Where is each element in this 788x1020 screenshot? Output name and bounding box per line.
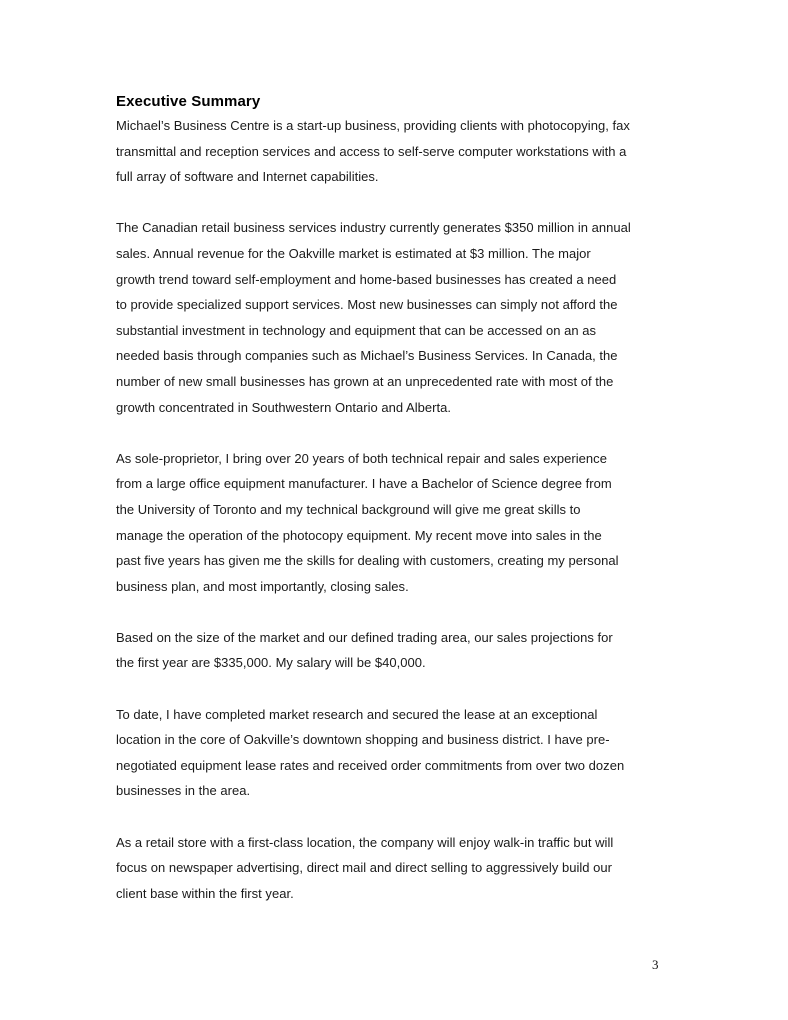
text-line: transmittal and reception services and access to self-serve computer workstations with a: [116, 143, 627, 159]
page-number: 3: [652, 957, 659, 972]
text-line: full array of software and Internet capabilities.: [116, 169, 379, 185]
text-line: sales. Annual revenue for the Oakville market is estimated at $3 million. The major: [116, 245, 591, 261]
text-line: To date, I have completed market research and secured the lease at an exceptional: [116, 706, 598, 722]
text-line: the first year are $335,000. My salary will be $40,000.: [116, 655, 426, 671]
text-line: growth trend toward self-employment and home-based businesses has created a need: [116, 271, 617, 287]
text-line: to provide specialized support services. Most new businesses can simply not afford the: [116, 297, 618, 313]
text-line: substantial investment in technology and equipment that can be accessed on an as: [116, 322, 597, 338]
paragraph-proprietor: [116, 446, 676, 600]
text-line: number of new small businesses has grown at an unprecedented rate with most of the: [116, 373, 614, 389]
text-line: Based on the size of the market and our defined trading area, our sales projections for: [116, 629, 613, 645]
text-line: manage the operation of the photocopy equipment. My recent move into sales in the: [116, 527, 602, 543]
text-line: past five years has given me the skills for dealing with customers, creating my personal: [116, 553, 619, 569]
text-line: needed basis through companies such as Michael’s Business Services. In Canada, the: [116, 348, 618, 364]
text-line: negotiated equipment lease rates and received order commitments from over two dozen: [116, 757, 625, 773]
paragraph-marketing: [116, 830, 676, 907]
paragraph-intro: [116, 113, 676, 190]
text-line: location in the core of Oakville’s downtown shopping and business district. I have pre-: [116, 732, 610, 748]
text-line: As sole-proprietor, I bring over 20 years of both technical repair and sales experience: [116, 450, 607, 466]
paragraph-progress: [116, 702, 676, 804]
text-line: client base within the first year.: [116, 885, 294, 901]
text-line: growth concentrated in Southwestern Ontario and Alberta.: [116, 399, 451, 415]
text-line: Michael’s Business Centre is a start-up business, providing clients with photocopying, fax: [116, 118, 630, 133]
text-line: focus on newspaper advertising, direct mail and direct selling to aggressively build our: [116, 860, 613, 876]
text-line: As a retail store with a first-class location, the company will enjoy walk-in traffic but will: [116, 834, 614, 850]
section-heading: Executive Summary: [116, 93, 261, 110]
text-line: business plan, and most importantly, closing sales.: [116, 578, 409, 594]
text-line: businesses in the area.: [116, 783, 251, 799]
paragraph-projections: [116, 625, 676, 676]
paragraph-industry: [116, 215, 676, 420]
document-body: [116, 92, 676, 932]
text-line: from a large office equipment manufacturer. I have a Bachelor of Science degree from: [116, 476, 612, 492]
text-line: the University of Toronto and my technical background will give me great skills to: [116, 501, 581, 517]
text-line: The Canadian retail business services industry currently generates $350 million in annual: [116, 220, 631, 236]
